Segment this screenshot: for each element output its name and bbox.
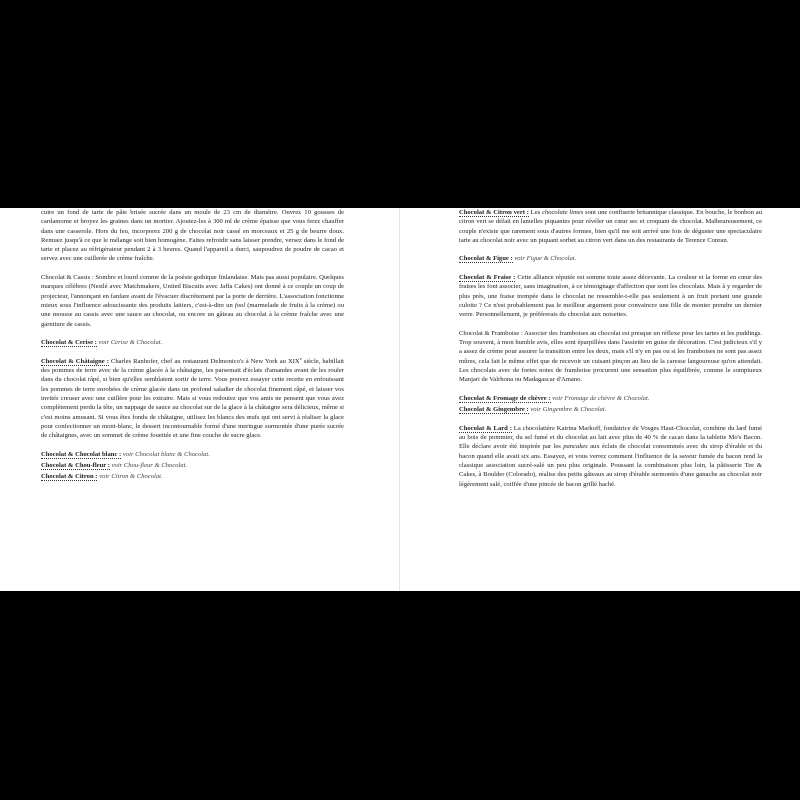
entry-chataigne: Chocolat & Châtaigne : Charles Ranhofer, chef au restaurant Delmonico's à New York au XIXe siècle, habillait des pommes de terre avec de la crème glacée à la châtaigne, les parsemait d'éclats d'amandes avant de les rouler dans du chocolat râpé, si bien qu'elles semblaient sortir de terre. Vous pouvez essayer cette recette en enfouissant les pommes de terre enrobées de crème glacée dans un profond saladier de chocolat finement râpé, et laisser vos invités creuser avec une cuillère pour les extraire. Mais si vous redoutez que vos amis ne pensent que vous avez complètement perdu la tête, un nappage de sauce au chocolat sur de la glace à la châtaigne sera délicieux, même si c'est moins amusant. Si vous êtes fondu de châtaigne, utilisez les blancs des œufs qui ont servi à réaliser la glace pour confectionner un mont-blanc, le dessert incontournable formé d'une meringue surmontée d'une purée sucrée de châtaignes, avec un sommet de crème fouettée et une fine couche de sucre glace. [41,355,344,440]
entry-keyword: Chocolat & Citron : [41,473,98,481]
entry-keyword: Chocolat & Fraise : [459,274,516,282]
cross-reference: voir Chou-fleur & Chocolat. [111,462,188,470]
paragraph-cassis: Chocolat & Cassis : Sombre et lourd comme de la poésie gothique finlandaise. Mais pas aussi populaire. Quelques marques célèbres (Nestlé avec Matchmakers, United Biscuits avec Jaffa Cakes) ont donné à ce couple un coup de projecteur, l'annonçant en fanfare avant de l'évacuer discrètement par la porte de derrière. L'association fonctionne mieux sous l'influence adoucissante des produits laitiers, c'est-à-dire un fool (marmelade de fruits à la crème) ou une mousse au cassis avec une sauce au chocolat, ou encore un gâteau au chocolat à la crème fraîche avec une garniture de cassis. [41,274,344,328]
cross-reference: voir Cerise & Chocolat. [98,339,163,347]
entry-chocolat-blanc [41,450,344,459]
entry-keyword: Chocolat & Citron vert : [459,209,529,216]
cross-reference: voir Chocolat blanc & Chocolat. [122,450,210,458]
book-spread [0,208,800,591]
entry-keyword: Chocolat & Lard : [459,424,512,432]
right-page [459,208,762,489]
cross-reference: voir Citron & Chocolat. [99,473,163,481]
entry-keyword: Chocolat & Cerise : [41,339,97,347]
entry-keyword: Chocolat & Chocolat blanc : [41,450,122,458]
entry-keyword: Chocolat & Fromage de chèvre : [459,394,551,402]
entry-fromage-chevre [459,394,762,403]
entry-keyword: Chocolat & Figue : [459,255,513,263]
cross-reference: voir Figue & Chocolat. [514,255,577,263]
entry-fraise: Chocolat & Fraise : Cette alliance réputée est somme toute assez décevante. La couleur et la forme en cœur des fraises les font associer, sans imagination, à ce témoignage d'affection que sont les chocolats. Mais à y regarder de plus près, une fraise trempée dans le chocolat ne ressemble-t-elle pas seulement à un fruit portant une grande culotte ? Ce n'est probablement pas le meilleur argument pour convaincre une fille de monter prendre un dernier verre. Personnellement, je préférerais du chocolat aux noisettes. [459,274,762,319]
entry-gingembre [459,405,762,414]
cross-reference: voir Fromage de chèvre & Chocolat. [552,394,650,402]
entry-citron-vert: Chocolat & Citron vert : Les chocolate limes sont une confiserie britannique classique. En bouche, le bonbon au citron vert se défait en lamelles piquantes pour révéler un cœur sec et croquant de chocolat. Malheureusement, ce couple n'existe que rarement sous d'autres formes, bien qu'il me soit arrivé une fois de déguster une spectaculaire tarte au chocolat noir avec un piquant sorbet au citron vert dans un des restaurants de Terence Conran. [459,209,762,244]
entry-keyword: Chocolat & Châtaigne : [41,357,109,365]
entry-chou-fleur [41,461,344,470]
entry-lard: Chocolat & Lard : La chocolatière Katrina Markoff, fondatrice de Vosges Haut-Chocolat, combine du lard fumé au bois de pommier, du sel fumé et du chocolat au lait avec plus de 40 % de cacao dans la tablette Mo's Bacon. Elle déclare avoir été inspirée par les pancakes aux éclats de chocolat consommés avec du sirop d'érable et du bacon quand elle avait six ans. Essayez, et vous verrez comment l'influence de la saveur fumée du bacon rend la classique association sucré-salé un peu plus originale. Poussant la combinaison plus loin, la pâtisserie Tee & Cakes, à Boulder (Colorado), réalise des petits gâteaux au sirop d'érable surmontés d'une ganache au chocolat noir légèrement salé, coiffée d'une pincée de bacon grillé haché. [459,424,763,488]
paragraph-tarte: cuire un fond de tarte de pâte brisée sucrée dans un moule de 23 cm de diamètre. Ouvrez 10 gousses de cardamome et broyez les graines dans un mortier. Ajoutez-les à 300 ml de crème épaisse que vous ferez chauffer dans une casserole. Hors du feu, incorporez 200 g de chocolat noir cassé en morceaux et 25 g de beurre doux. Remuez jusqu'à ce que le mélange soit bien homogène. Faites refroidir sans laisser prendre, versez dans le fond de tarte et placez au réfrigérateur pendant 2 à 3 heures. Quand l'appareil a durci, saupoudrez de poudre de cacao et servez avec une cuillerée de crème fraîche. [41,209,344,263]
entry-keyword: Chocolat & Gingembre : [459,406,529,414]
entry-keyword: Chocolat & Chou-fleur : [41,462,110,470]
entry-figue [459,254,762,263]
page-gutter [399,208,400,591]
paragraph-framboise: Chocolat & Framboise : Associer des framboises au chocolat est presque un réflexe pour les tartes et les puddings. Trop souvent, à mon humble avis, elles sont éparpillées dans l'assiette en guise de décoration. C'est judicieux s'il y a assez de crème pour assurer la transition entre les deux, mais s'il n'y en pas ou si les framboises ne sont pas assez mûres, cela fait le même effet que de recevoir un cuisant pinçon au lieu de la caresse langoureuse qu'on attendait. Les chocolats avec de fortes notes de framboise procurent une sensation plus équilibrée, comme le somptueux Manjari de Valrhona ou Madagascar d'Amano. [459,329,762,384]
entry-cerise [41,338,344,347]
left-page [41,208,344,482]
entry-citron [41,472,344,481]
cross-reference: voir Gingembre & Chocolat. [530,406,607,414]
